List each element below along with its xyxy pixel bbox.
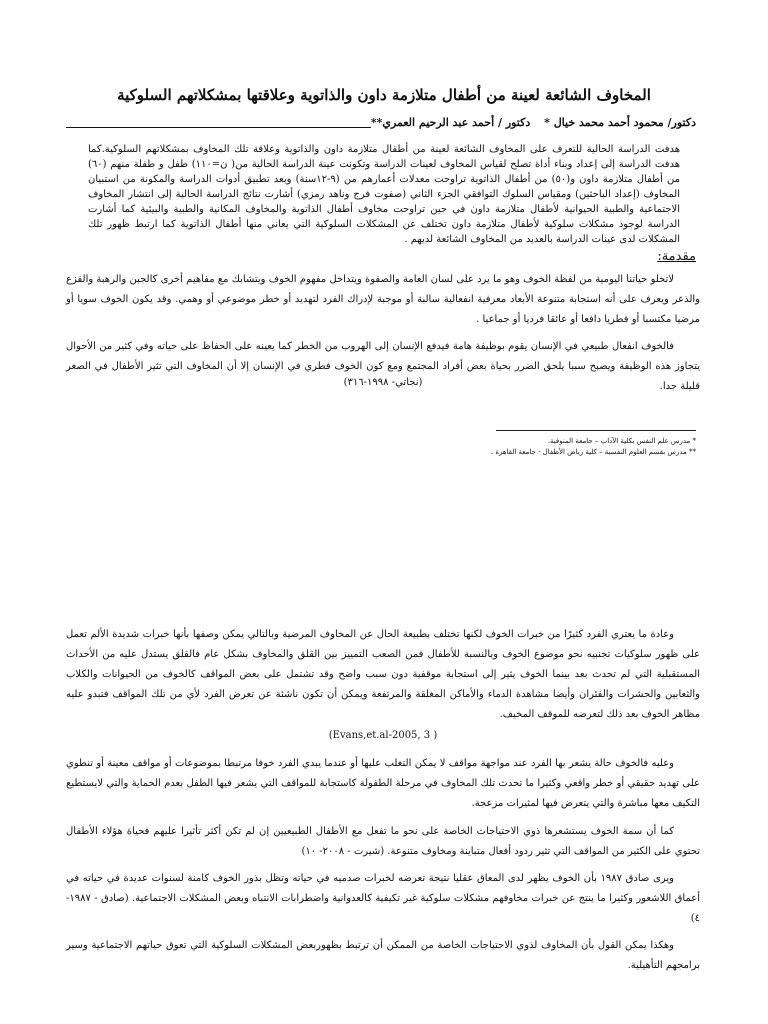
footnote-1: * مدرس علم النفس بكلية الآداب – جامعة المنوفية. [547, 437, 696, 445]
paper-title: المخاوف الشائعة لعينة من أطفال متلازمة داون والذاتوية وعلاقتها بمشكلاتهم السلوكية [117, 86, 651, 104]
abstract: هدفت الدراسة الحالية للتعرف على المخاوف الشائعة لعينة من أطفال متلازمة داون والذاتوية وعلاقة تلك المخاوف بمشكلاتهم السلوكية.كما هدفت الدراسة إلى إعداد وبناء أداة تصلح لقياس المخاوف لعينات الدراسة وتكونت عينة الدراسة الحالية من( ن=١١٠) طفل و طفلة منهم (٦٠) من أطفال متلازمة داون و(٥٠) من أطفال الذاتوية تراوحت معدلات أعمارهم من (٩-١٢سنة) وبعد تطبيق أدوات الدراسة والمكونة من استبيان المخاوف (إعداد الباحثين) ومقياس السلوك التوافقي الجزء الثاني (صفوت فرج وناهد رمزي) أشارت نتائج الدراسة الحالية إلى انتشار المخاوف الاجتماعية والطبية الحيوانية لأطفال متلازمة داون في حين تراوحت مخاوف أطفال الذاتوية والمخاوف المكانية والطبية والبيئية كما أشارت الدراسة لوجود مشكلات سلوكية لأطفال متلازمة داون تختلف عن المشكلات السلوكية التي يعاني منها أطفال الذاتوية كما ارتبط ظهور تلك المشكلات لدى عينات الدراسة بالعديد من المخاوف الشائعة لديهم . [88, 144, 680, 245]
paragraph-6: ويرى صادق ١٩٨٧ بأن الخوف يظهر لدى المعاق عقليا نتيجة تعرضه لخبرات صدميه في حياته وتظل بذور الخوف كامنة لسنوات عديدة في حياته في أعماق اللاشعور وكثيرا ما ينتج عن خبرات مخاوفهم مشكلات سلوكية غير تكيفية كالعدوانية واضطرابات الانتباه وبعض المشكلات الاجتماعية. (صادق - ١٩٨٧- ٤) [66, 873, 700, 924]
section-heading-introduction: مقدمة: [657, 249, 696, 264]
paragraph-3: وعادة ما يعتري الفرد كثيرًا من خبرات الخوف لكنها تختلف بطبيعة الحال عن المخاوف المرضية وبالتالي يمكن وصفها بأنها خبرات شديدة الألم تعمل على ظهور سلوكيات تجنبيه نحو موضوع الخوف وبالنسبة للأطفال فمن الصعب التمييز بين القلق والمخاوف بشكل عام فالقلق يستدل عليه من الأحداث المستقبلية التي لم تحدث بعد بينما الخوف يثير إلى استجابة موقفية دون سبب واضح وقد تشتمل على بعض المواقف كالخوف من الحيوانات والكلاب والثعابين والحشرات والفئران وأيضا مشاهدة الدماء والأماكن المغلقة والمرتفعة ويمكن أن تكون ناشئة عن تعرض الفرد لأي من تلك المواقف فتبدو عليه مظاهر الخوف بعد ذلك لتعرضه للموقف المخيف. [66, 629, 700, 720]
citation-evans: ( Evans,et.al-2005, 3) [328, 730, 438, 741]
author-first: دكتور/ محمود أحمد محمد خيال * [544, 116, 696, 129]
author-underline [66, 127, 371, 128]
footnotes [296, 436, 696, 458]
footnote-2: ** مدرس بقسم العلوم النفسية – كلية رياض الأطفال - جامعة القاهرة . [490, 448, 696, 456]
paragraph-5: كما أن سمة الخوف يستشعرها ذوي الاحتياجات الخاصة على نحو ما تفعل مع الأطفال الطبيعيين إن لم تكن أكثر تأثيرا عليهم فحياة هؤلاء الأطفال تحتوي على الكثير من المواقف التي تثير ردود أفعال متباينة ومخاوف متنوعة. (شيرت - ٢٠٠٨- ١٠) [66, 826, 700, 857]
author-second: دكتور / أحمد عبد الرحيم العمري** [370, 116, 531, 129]
footnote-separator [496, 430, 696, 431]
citation-najati: (نجاتي- ١٩٩٨-٣١٦) [343, 377, 423, 388]
paragraph-2: فالخوف انفعال طبيعي في الإنسان يقوم بوظيفة هامة فيدفع الإنسان إلى الهروب من الخطر كما يعينه على الحفاظ على حياته وفي كثير من الأحوال يتجاوز هذه الوظيفة ويصبح سببا يلحق الضرر بحياة بعض أفراد المجتمع ومع كون الخوف فطري في الإنسان إلا أن المخاوف التي تثير الأطفال في الصغر قليلة جدا. [66, 341, 700, 392]
paragraph-7: وهكذا يمكن القول بأن المخاوف لذوي الاحتياجات الخاصة من الممكن أن ترتبط بظهوربعض المشكلات السلوكية التي تعوق حياتهم الاجتماعية وسير برامجهم التأهيلية. [66, 940, 700, 971]
author-line [361, 116, 696, 129]
paragraph-1: لاتخلو حياتنا اليومية من لفظة الخوف وهو ما يرد على لسان العامة والصفوة ويتداخل مفهوم الخوف ويتشابك مع مفاهيم أخرى كالجبن والرهبة والفزع والذعر ويعرف على أنه استجابة متنوعة الأبعاد معرفية انفعالية سالبة أو موجبة لإدراك الفرد لتهديد أو خطر موضوعي أو وهمي. وقد يكون الخوف سويا أو مرضيا مكتسبا أو فطريا دافعا أو عائقا فرديا أو جماعيا . [66, 274, 700, 325]
paragraph-4: وعليه فالخوف حالة يشعر بها الفرد عند مواجهة مواقف لا يمكن التغلب عليها أو عندما يبدي الفرد خوفا مرتبطا بموضوعات أو مواقف معينة أو تنطوي على تهديد حقيقي أو خطر واقعي وكثيرا ما تحدث تلك المخاوف في مرحلة الطفولة كاستجابة للمواقف التي يشعر فيها الطفل بعدم الحماية والتي لايستطيع التكيف معها مباشرة والتي يتعرض فيها لمثيرات مزعجة. [66, 758, 700, 809]
